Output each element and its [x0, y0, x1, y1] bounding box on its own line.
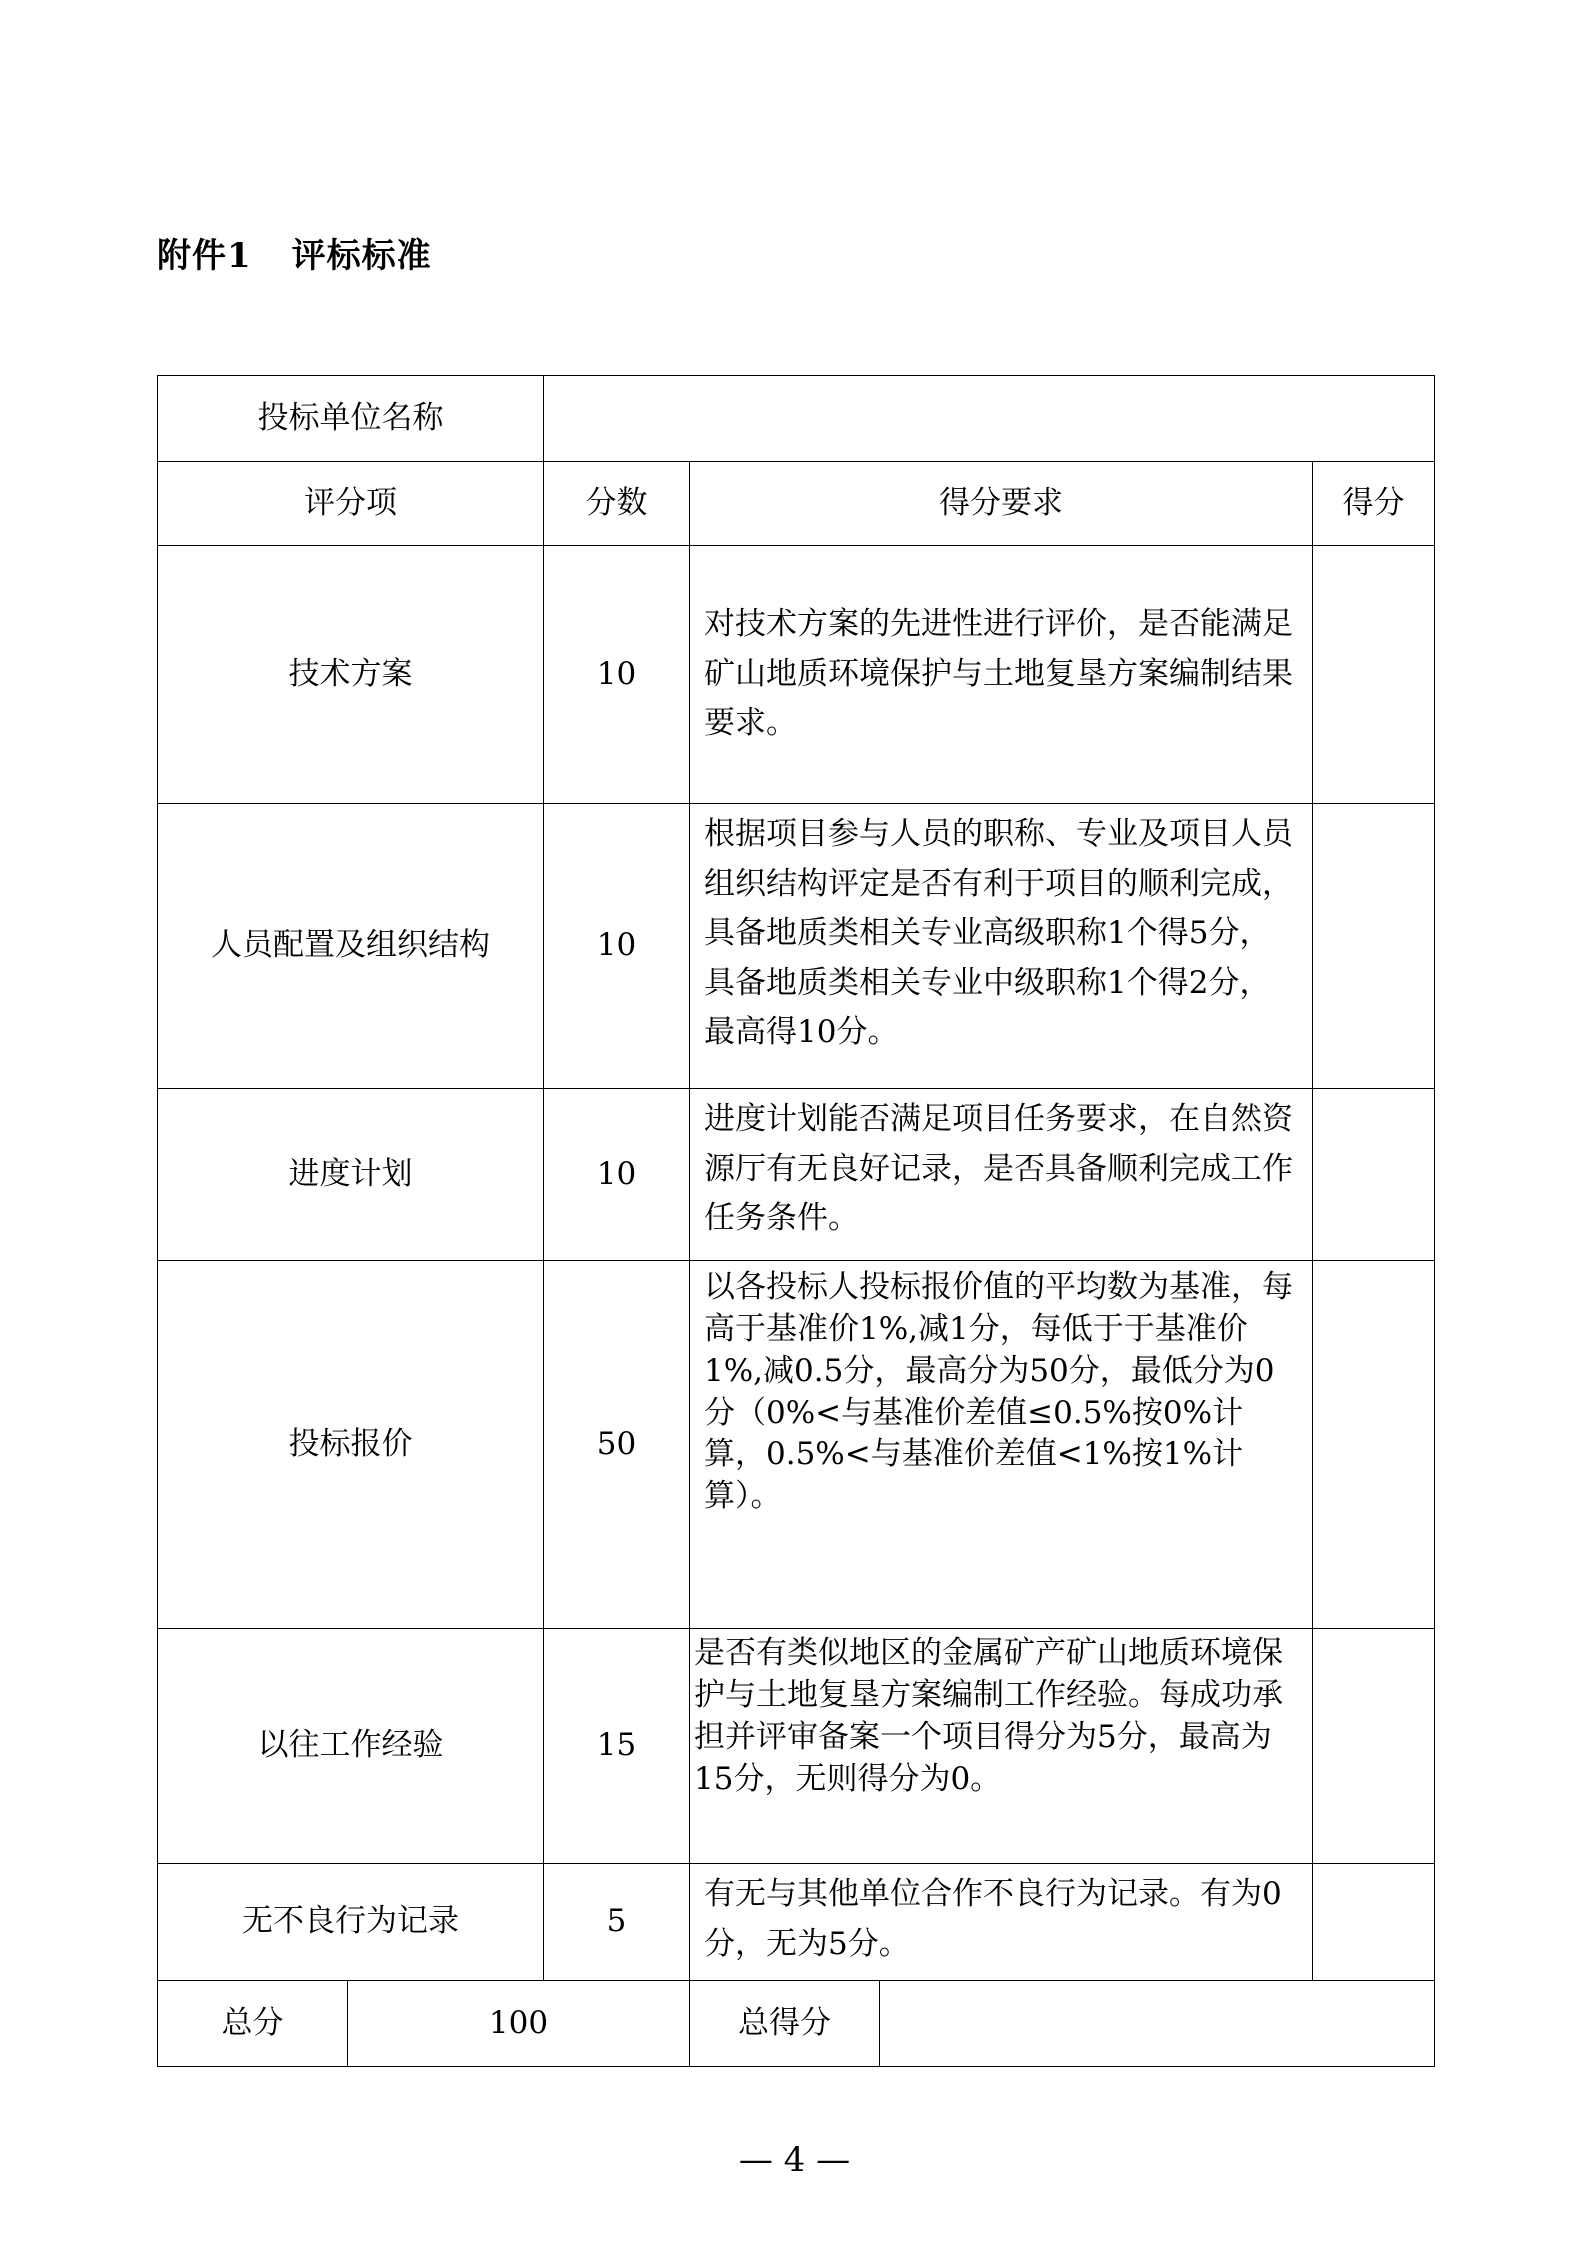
row-item: 无不良行为记录 — [158, 1864, 544, 1981]
total-value: 100 — [348, 1981, 690, 2067]
row-points: 10 — [544, 1089, 690, 1261]
row-score — [1313, 1864, 1435, 1981]
header-row — [158, 462, 1435, 546]
table-row — [158, 1629, 1435, 1864]
row-score — [1313, 546, 1435, 804]
row-item: 人员配置及组织结构 — [158, 804, 544, 1089]
page-number: — 4 — — [738, 2140, 851, 2180]
table-row — [158, 1261, 1435, 1629]
header-score: 得分 — [1313, 462, 1435, 546]
row-item: 以往工作经验 — [158, 1629, 544, 1864]
header-requirement: 得分要求 — [690, 462, 1313, 546]
row-score — [1313, 1629, 1435, 1864]
table-row — [158, 804, 1435, 1089]
row-requirement: 进度计划能否满足项目任务要求，在自然资源厅有无良好记录，是否具备顺利完成工作任务条件。 — [690, 1089, 1313, 1261]
total-row — [158, 1981, 1435, 2067]
header-item: 评分项 — [158, 462, 544, 546]
row-requirement: 是否有类似地区的金属矿产矿山地质环境保护与土地复垦方案编制工作经验。每成功承担并评审备案一个项目得分为5分，最高为15分，无则得分为0。 — [690, 1629, 1313, 1864]
total-label: 总分 — [158, 1981, 348, 2067]
row-points: 10 — [544, 546, 690, 804]
table-row — [158, 1864, 1435, 1981]
table-row — [158, 546, 1435, 804]
row-item: 投标报价 — [158, 1261, 544, 1629]
row-points: 15 — [544, 1629, 690, 1864]
page-heading — [157, 228, 432, 277]
bidder-name-label: 投标单位名称 — [158, 376, 544, 462]
row-requirement: 根据项目参与人员的职称、专业及项目人员组织结构评定是否有利于项目的顺利完成，具备地质类相关专业高级职称1个得5分，具备地质类相关专业中级职称1个得2分，最高得10分。 — [690, 804, 1313, 1089]
row-requirement: 有无与其他单位合作不良行为记录。有为0分，无为5分。 — [690, 1864, 1313, 1981]
bidder-name-value — [544, 376, 1435, 462]
row-score — [1313, 1261, 1435, 1629]
row-item: 技术方案 — [158, 546, 544, 804]
scoring-table — [157, 375, 1435, 2067]
total-score-label: 总得分 — [690, 1981, 880, 2067]
row-points: 50 — [544, 1261, 690, 1629]
row-score — [1313, 1089, 1435, 1261]
table-row — [158, 1089, 1435, 1261]
row-requirement: 对技术方案的先进性进行评价，是否能满足矿山地质环境保护与土地复垦方案编制结果要求。 — [690, 546, 1313, 804]
row-requirement: 以各投标人投标报价值的平均数为基准，每高于基准价1%,减1分，每低于于基准价1%,减0.5分，最高分为50分，最低分为0分（0%<与基准价差值≤0.5%按0%计算，0.5%<与基准价差值<1%按1%计算）。 — [690, 1261, 1313, 1629]
row-points: 5 — [544, 1864, 690, 1981]
row-points: 10 — [544, 804, 690, 1089]
row-score — [1313, 804, 1435, 1089]
header-points: 分数 — [544, 462, 690, 546]
total-score-value — [880, 1981, 1435, 2067]
heading-title: 评标标准 — [291, 236, 432, 276]
row-item: 进度计划 — [158, 1089, 544, 1261]
bidder-row — [158, 376, 1435, 462]
attachment-label: 附件1 — [157, 236, 252, 276]
